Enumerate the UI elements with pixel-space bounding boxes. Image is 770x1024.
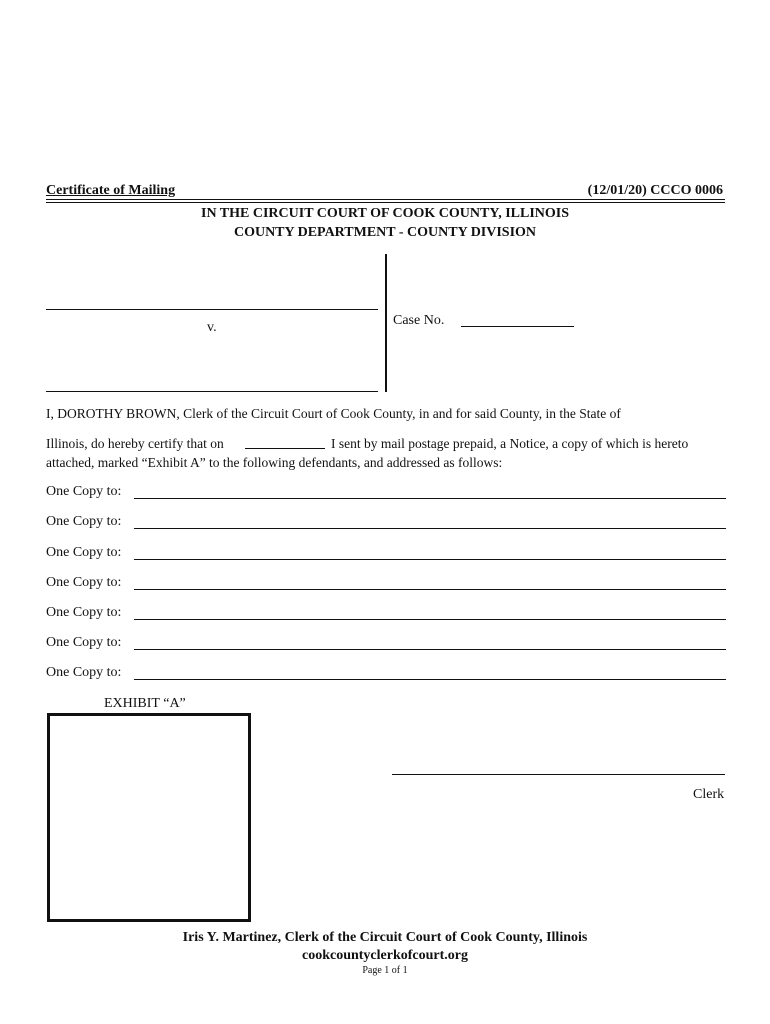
court-name: IN THE CIRCUIT COURT OF COOK COUNTY, ILLINOIS [201,206,569,221]
footer-clerk-name: Iris Y. Martinez, Clerk of the Circuit Court of Cook County, Illinois [182,930,588,945]
copy-recipient-field[interactable] [134,679,726,680]
form-title: Certificate of Mailing [46,183,176,198]
plaintiff-field[interactable] [46,309,378,310]
copy-recipient-row [46,484,726,504]
case-no-label: Case No. [393,313,445,328]
copy-recipient-field[interactable] [134,528,726,529]
copy-recipient-row [46,605,726,625]
copy-label: One Copy to: [46,635,122,650]
certification-paragraph-line1: I, DOROTHY BROWN, Clerk of the Circuit Court of Cook County, in and for said County, in the State of [46,406,621,421]
certification-paragraph-line3: attached, marked “Exhibit A” to the following defendants, and addressed as follows: [46,455,503,470]
footer-website: cookcountyclerkofcourt.org [301,948,469,963]
copy-recipient-row [46,665,726,685]
copy-label: One Copy to: [46,514,122,529]
copy-recipient-field[interactable] [134,498,726,499]
copy-label: One Copy to: [46,605,122,620]
exhibit-label: EXHIBIT “A” [104,696,186,711]
header-rule-top [46,199,725,200]
page-number: Page 1 of 1 [362,965,408,976]
exhibit-seal-box [47,713,251,922]
copy-label: One Copy to: [46,545,122,560]
copy-label: One Copy to: [46,575,122,590]
mailing-date-field[interactable] [245,448,325,449]
case-no-field[interactable] [461,326,574,327]
versus-label: v. [207,320,217,335]
copy-recipient-field[interactable] [134,559,726,560]
copy-recipient-row [46,514,726,534]
header-rule-bottom [46,202,725,203]
form-code: (12/01/20) CCCO 0006 [587,183,723,198]
caption-divider [385,254,387,392]
certification-paragraph-line2a: Illinois, do hereby certify that on [46,436,224,451]
certification-paragraph-line2b: I sent by mail postage prepaid, a Notice, a copy of which is hereto [331,436,689,451]
copy-recipient-row [46,575,726,595]
copy-recipient-row [46,635,726,655]
clerk-signature-field[interactable] [392,774,725,775]
copy-recipient-field[interactable] [134,589,726,590]
copy-recipient-row [46,545,726,565]
defendant-field[interactable] [46,391,378,392]
copy-recipient-field[interactable] [134,649,726,650]
court-division: COUNTY DEPARTMENT - COUNTY DIVISION [233,225,537,240]
clerk-signature-label: Clerk [693,787,725,802]
copy-label: One Copy to: [46,484,122,499]
copy-label: One Copy to: [46,665,122,680]
copy-recipient-field[interactable] [134,619,726,620]
